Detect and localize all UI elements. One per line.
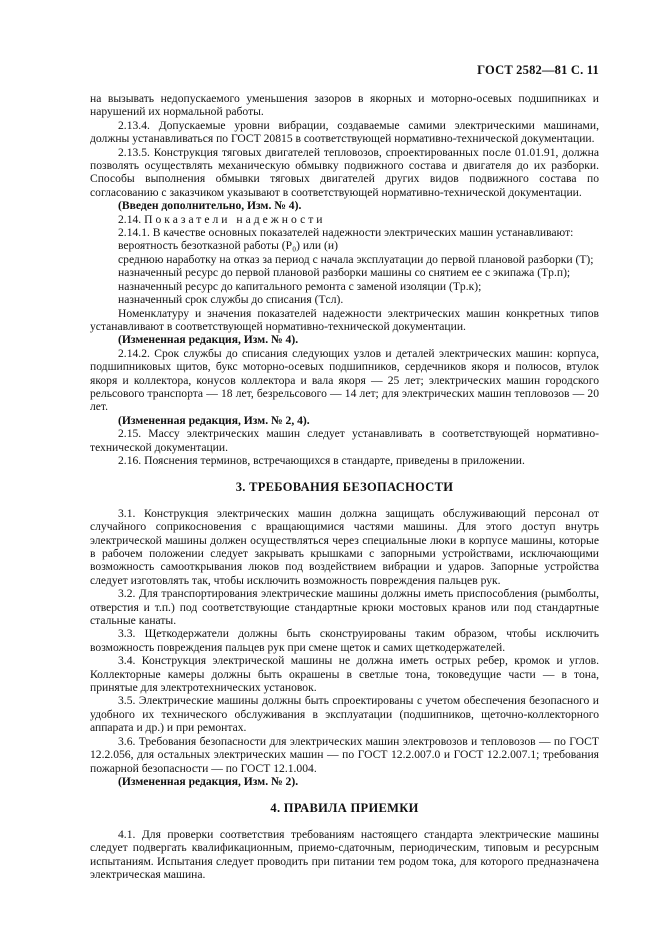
list-item: назначенный ресурс до первой плановой разборки машины со снятием ее с экипажа (Tр.п); (118, 266, 571, 280)
amendment-note: (Введен дополнительно, Изм. № 4). (118, 199, 302, 213)
amendment-note: (Измененная редакция, Изм. № 4). (118, 333, 299, 347)
paragraph-2-16: 2.16. Пояснения терминов, встречающихся в стандарте, приведены в приложении. (118, 453, 525, 467)
amendment-note: (Измененная редакция, Изм. № 2). (118, 774, 299, 788)
clause-title: Показатели надежности (144, 212, 326, 226)
list-item: вероятность безотказной работы (P₀) или (и) (118, 239, 338, 253)
paragraph-nomenclature: Номенклатуру и значения показателей надежности электрических машин конкретных типов устанавливают в соответствующей нормативно-технической документации. (90, 306, 599, 333)
paragraph-4-1: 4.1. Для проверки соответствия требованиям настоящего стандарта электрические машины следует подвергать квалификационным, приемо-сдаточным, периодическим, типовым и ресурсным испытаниям. Испытания следует проводить при питании тем родом тока, для которого предназначена электрическая машина. (90, 827, 599, 881)
paragraph-2-14 (90, 213, 599, 226)
paragraph-3-4: 3.4. Конструкция электрической машины не должна иметь острых ребер, кромок и углов. Коллекторные камеры должны быть окрашены в светлые тона, токоведущие части — в тона, принятые для электротехнических установок. (90, 654, 599, 695)
paragraph-3-3: 3.3. Щеткодержатели должны быть сконструированы таким образом, чтобы исключить возможность повреждения пальцев рук при смене щеток и самих щеткодержателей. (90, 627, 599, 654)
paragraph-2-15: 2.15. Массу электрических машин следует устанавливать в соответствующей нормативно-технической документации. (90, 427, 599, 454)
list-item: среднюю наработку на отказ за период с начала эксплуатации до первой плановой разборки (T); (118, 252, 594, 266)
section-heading: 4. ПРАВИЛА ПРИЕМКИ (270, 801, 419, 816)
paragraph-3-1: 3.1. Конструкция электрических машин должна защищать обслуживающий персонал от случайного соприкосновения с вращающимися частями машины. Для этого доступ внутрь электрической машины должен осуществляться через специальные люки в корпусе машины, которые в рабочем положении следует закрывать крышками с запорными устройствами, исключающими возможность самооткрывания люков под воздействием вибрации и ударов. Запорные устройства следует изготовлять так, чтобы исключить возможность повреждения пальцев рук. (90, 506, 599, 587)
paragraph-3-2: 3.2. Для транспортирования электрические машины должны иметь приспособления (рымболты, отверстия и т.п.) под соответствующие стандартные крюки мостовых кранов или под стандартные стальные канаты. (90, 587, 599, 628)
paragraph-2-14-1: 2.14.1. В качестве основных показателей надежности электрических машин устанавливают: (118, 226, 574, 240)
paragraph-3-5: 3.5. Электрические машины должны быть спроектированы с учетом обеспечения безопасного и удобного их технического обслуживания в эксплуатации (подшипников, щеточно-коллекторного аппарата и др.) и при ремонтах. (90, 694, 599, 735)
paragraph-2-13-4: 2.13.4. Допускаемые уровни вибрации, создаваемые самими электрическими машинами, должны устанавливаться по ГОСТ 20815 в соответствующей нормативно-технической документации. (90, 118, 599, 146)
list-item: назначенный срок службы до списания (Tсл). (118, 293, 344, 307)
paragraph: на вызывать недопускаемого уменьшения зазоров в якорных и моторно-осевых подшипниках и нарушений их нормальной работы. (90, 92, 599, 119)
paragraph-3-6: 3.6. Требования безопасности для электрических машин электровозов и тепловозов — по ГОСТ 12.2.056, для остальных электрических машин — по ГОСТ 12.2.007.0 и ГОСТ 12.2.007.1; требования пожарной безопасности — по ГОСТ 12.1.004. (90, 734, 599, 775)
paragraph-2-14-2: 2.14.2. Срок службы до списания следующих узлов и деталей электрических машин: корпуса, подшипниковых щитов, букс моторно-осевых подшипников, сердечников якоря и полюсов, втулок якоря и коллектора, конусов коллектора и вала якоря — 25 лет; электрических машин городского рельсового транспорта — 18 лет, безрельсового — 14 лет; для электрических машин тепловозов — 20 лет. (90, 346, 599, 414)
document-body (90, 92, 599, 881)
clause-number: 2.14. (118, 212, 142, 226)
amendment-note: (Измененная редакция, Изм. № 2, 4). (118, 413, 310, 427)
section-heading: 3. ТРЕБОВАНИЯ БЕЗОПАСНОСТИ (235, 480, 454, 495)
page-header: ГОСТ 2582—81 С. 11 (477, 63, 599, 77)
paragraph-2-13-5: 2.13.5. Конструкция тяговых двигателей тепловозов, спроектированных после 01.01.91, должна позволять осуществлять механическую обмывку подвижного состава и двигателя до их разборки. Способы выполнения обмывки тяговых двигателей других видов подвижного состава по согласованию с заказчиком указывают в соответствующей нормативно-технической документации. (90, 145, 599, 199)
list-item: назначенный ресурс до капитального ремонта с заменой изоляции (Tр.к); (118, 279, 482, 293)
